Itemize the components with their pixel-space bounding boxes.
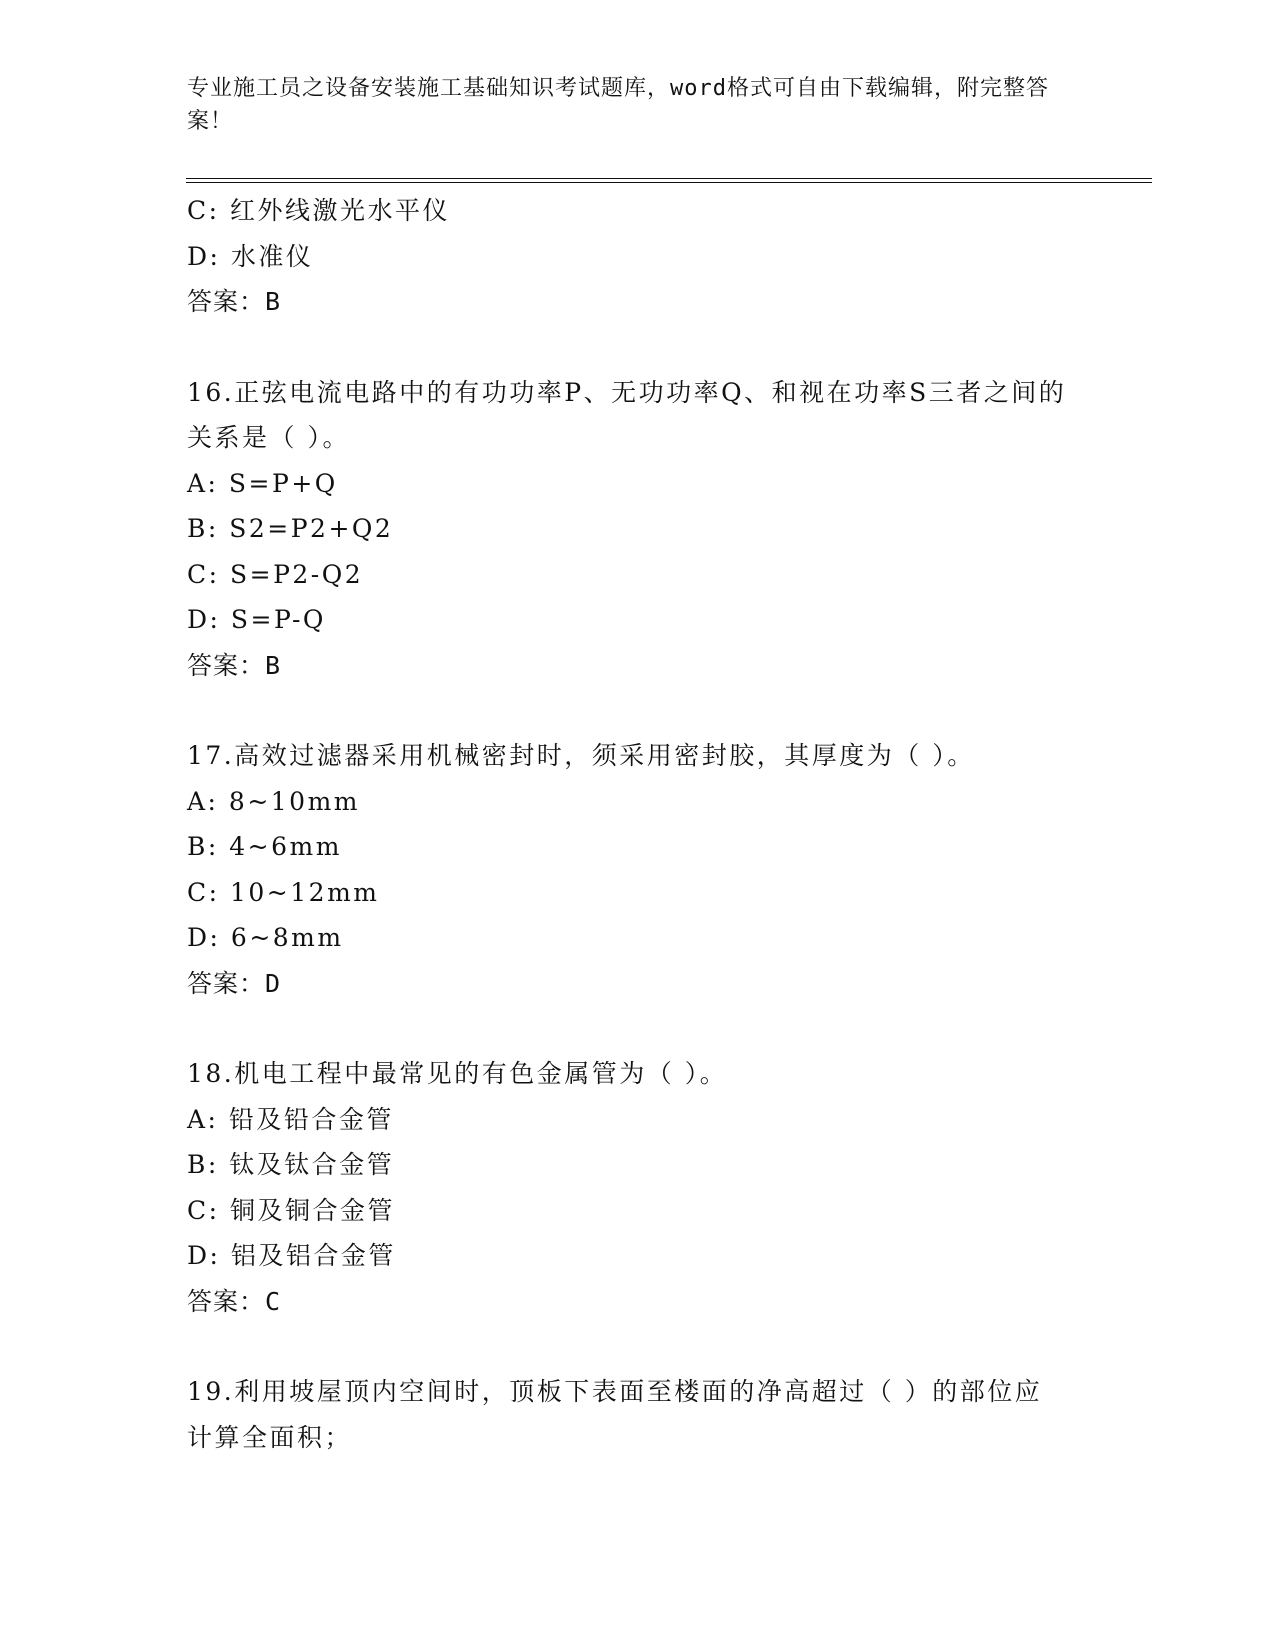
question-16 bbox=[187, 370, 1067, 689]
option-b: B: 4~6mm bbox=[187, 832, 342, 861]
option-d: D: 铝及铝合金管 bbox=[187, 1241, 396, 1270]
option-b: B: S2=P2+Q2 bbox=[187, 514, 394, 543]
question-stem: 16.正弦电流电路中的有功功率P、无功功率Q、和视在功率S三者之间的关系是（ ）。 bbox=[187, 377, 1067, 452]
prev-question-tail bbox=[187, 188, 1067, 325]
question-18 bbox=[187, 1051, 1067, 1324]
question-list bbox=[187, 188, 1067, 1460]
option-a: A: 铅及铅合金管 bbox=[187, 1104, 394, 1134]
option-c: C: 10~12mm bbox=[187, 877, 380, 907]
option-c: C: S=P2-Q2 bbox=[187, 559, 364, 589]
option-d: D: 6~8mm bbox=[187, 923, 344, 952]
option-d: D: 水准仪 bbox=[187, 241, 314, 271]
option-b: B: 钛及钛合金管 bbox=[187, 1150, 395, 1179]
answer-line: 答案：B bbox=[187, 287, 282, 316]
question-19 bbox=[187, 1369, 1067, 1460]
answer-line: 答案：B bbox=[187, 650, 282, 680]
question-stem: 17.高效过滤器采用机械密封时，须采用密封胶，其厚度为（ ）。 bbox=[187, 741, 975, 770]
question-stem: 18.机电工程中最常见的有色金属管为（ ）。 bbox=[187, 1059, 728, 1088]
option-c: C: 红外线激光水平仪 bbox=[187, 196, 450, 225]
question-17 bbox=[187, 733, 1067, 1006]
answer-line: 答案：C bbox=[187, 1286, 282, 1316]
question-stem: 19.利用坡屋顶内空间时，顶板下表面至楼面的净高超过（ ）的部位应计算全面积； bbox=[187, 1377, 1043, 1452]
header-divider-top bbox=[186, 178, 1152, 179]
option-a: A: 8~10mm bbox=[187, 786, 361, 816]
option-a: A: S=P+Q bbox=[187, 468, 338, 498]
option-d: D: S=P-Q bbox=[187, 605, 326, 634]
document-header: 专业施工员之设备安装施工基础知识考试题库，word格式可自由下载编辑，附完整答案！ bbox=[187, 76, 1049, 134]
header-divider-bottom bbox=[186, 182, 1152, 183]
option-c: C: 铜及铜合金管 bbox=[187, 1195, 395, 1225]
answer-line: 答案：D bbox=[187, 968, 282, 998]
